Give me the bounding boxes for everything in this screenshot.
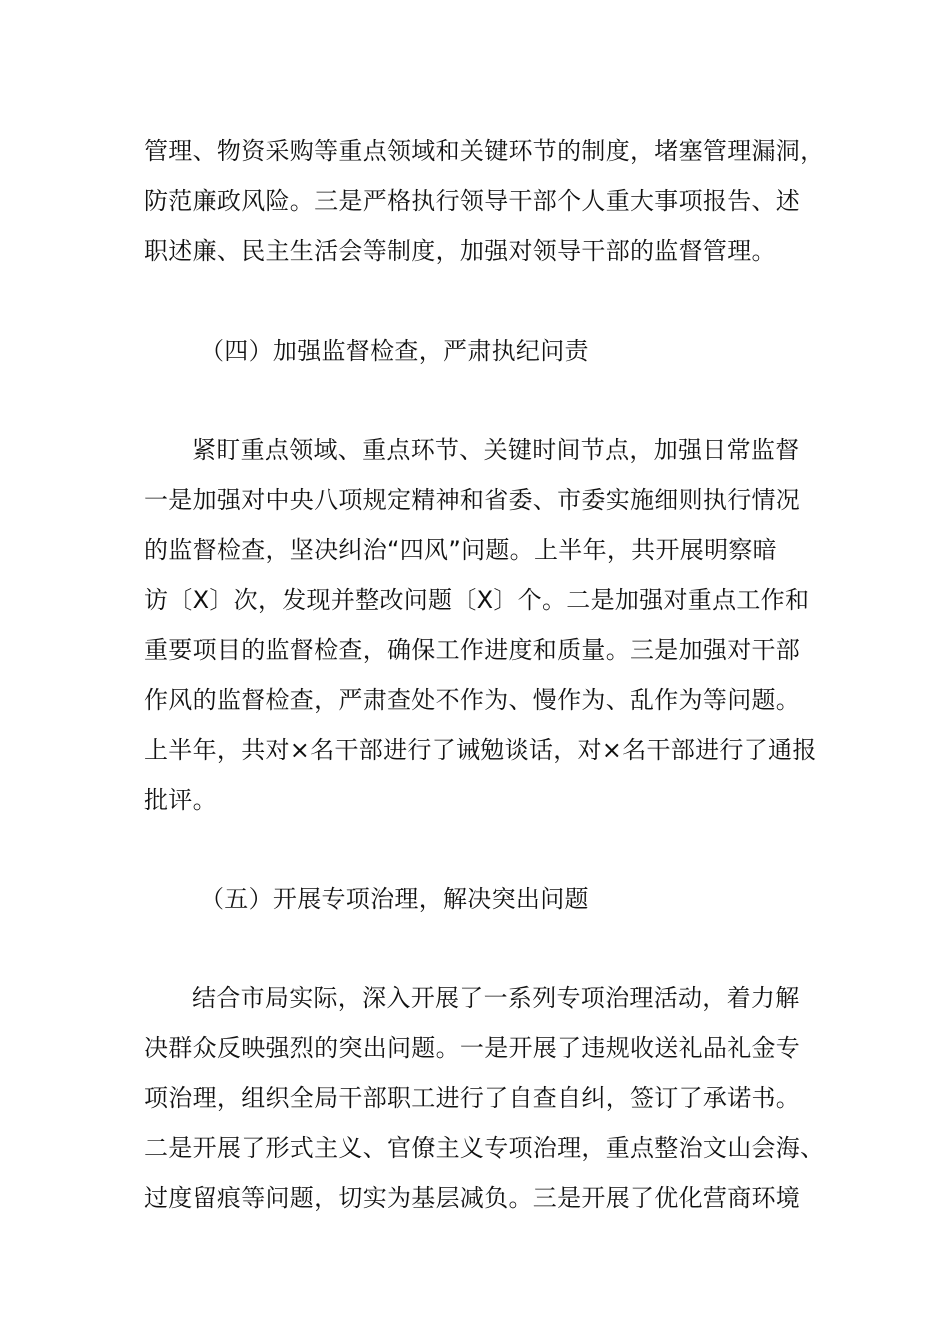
paragraph-line: 结合市局实际，深入开展了一系列专项治理活动，着力解	[192, 984, 800, 1012]
paragraph-line: 上半年，共对×名干部进行了诫勉谈话，对×名干部进行了通报	[144, 736, 817, 764]
paragraph-line: 项治理，组织全局干部职工进行了自查自纠，签订了承诺书。	[144, 1084, 801, 1112]
paragraph-line: 批评。	[144, 786, 217, 814]
paragraph-line: 访〔X〕次，发现并整改问题〔X〕个。二是加强对重点工作和	[144, 586, 810, 614]
paragraph-line: 二是开展了形式主义、官僚主义专项治理，重点整治文山会海、	[144, 1134, 825, 1162]
section-heading-5: （五）开展专项治理，解决突出问题	[200, 885, 589, 913]
paragraph-line: 紧盯重点领域、重点环节、关键时间节点，加强日常监督	[192, 436, 800, 464]
paragraph-line: 的监督检查，坚决纠治“四风”问题。上半年，共开展明察暗	[144, 536, 777, 564]
paragraph-line: 重要项目的监督检查，确保工作进度和质量。三是加强对干部	[144, 636, 801, 664]
paragraph-line: 作风的监督检查，严肃查处不作为、慢作为、乱作为等问题。	[144, 686, 801, 714]
section-heading-4: （四）加强监督检查，严肃执纪问责	[200, 337, 589, 365]
paragraph-line: 决群众反映强烈的突出问题。一是开展了违规收送礼品礼金专	[144, 1034, 801, 1062]
paragraph-line: 管理、物资采购等重点领域和关键环节的制度，堵塞管理漏洞，	[144, 137, 825, 165]
paragraph-line: 职述廉、民主生活会等制度，加强对领导干部的监督管理。	[144, 237, 776, 265]
paragraph-line: 过度留痕等问题，切实为基层减负。三是开展了优化营商环境	[144, 1184, 801, 1212]
paragraph-line: 一是加强对中央八项规定精神和省委、市委实施细则执行情况	[144, 486, 801, 514]
paragraph-line: 防范廉政风险。三是严格执行领导干部个人重大事项报告、述	[144, 187, 801, 215]
